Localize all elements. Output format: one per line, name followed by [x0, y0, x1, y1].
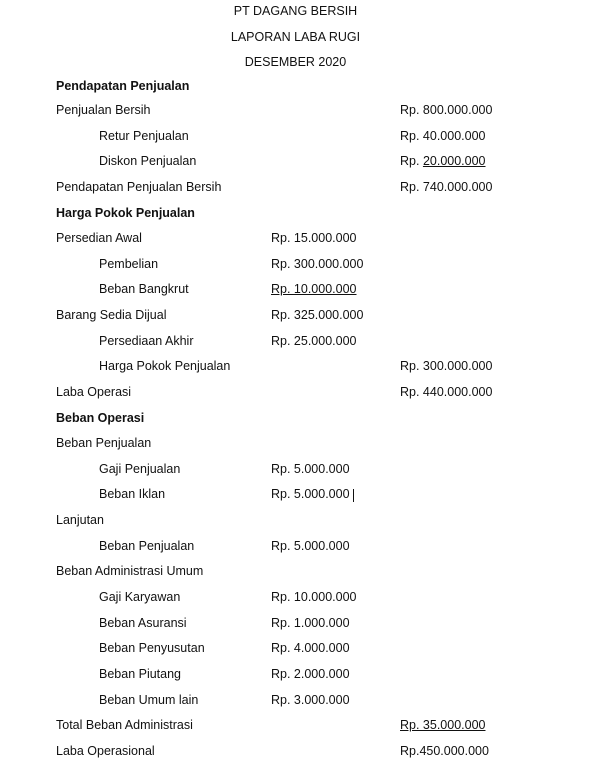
row-label: Beban Iklan — [99, 487, 166, 501]
amount-detail: Rp. 3.000.000 — [271, 693, 350, 707]
row-label: Persediaan Akhir — [99, 334, 194, 348]
statement-row — [0, 79, 591, 99]
amount-total: Rp. 35.000.000 — [400, 718, 486, 732]
company-name: PT DAGANG BERSIH — [233, 4, 358, 18]
row-label: Beban Asuransi — [99, 616, 187, 630]
statement-row — [0, 257, 591, 277]
row-label: Beban Penjualan — [56, 436, 152, 450]
section-heading: Beban Operasi — [56, 411, 145, 425]
row-label: Laba Operasi — [56, 385, 132, 399]
statement-row — [0, 282, 591, 302]
statement-row — [0, 462, 591, 482]
row-label: Gaji Karyawan — [99, 590, 181, 604]
amount-detail: Rp. 10.000.000 — [271, 590, 357, 604]
row-label: Beban Penjualan — [99, 539, 195, 553]
statement-row — [0, 231, 591, 251]
row-label: Beban Bangkrut — [99, 282, 189, 296]
statement-row — [0, 334, 591, 354]
amount-detail: Rp. 15.000.000 — [271, 231, 357, 245]
statement-row — [0, 616, 591, 636]
statement-row — [0, 487, 591, 507]
amount-detail: Rp. 1.000.000 — [271, 616, 350, 630]
amount-detail: Rp. 25.000.000 — [271, 334, 357, 348]
text-cursor — [353, 489, 354, 502]
amount-total: Rp. 800.000.000 — [400, 103, 493, 117]
row-label: Beban Administrasi Umum — [56, 564, 204, 578]
row-label: Pendapatan Penjualan Bersih — [56, 180, 222, 194]
row-label: Total Beban Administrasi — [56, 718, 193, 732]
amount-detail: Rp. 325.000.000 — [271, 308, 364, 322]
amount-total: Rp. 40.000.000 — [400, 129, 486, 143]
row-label: Persedian Awal — [56, 231, 142, 245]
statement-row — [0, 206, 591, 226]
statement-row — [0, 308, 591, 328]
amount-detail: Rp. 5.000.000 — [271, 487, 350, 501]
amount-total: Rp. 740.000.000 — [400, 180, 493, 194]
statement-row — [0, 667, 591, 687]
row-label: Beban Penyusutan — [99, 641, 205, 655]
statement-row — [0, 539, 591, 559]
statement-row — [0, 359, 591, 379]
amount-total: Rp.450.000.000 — [400, 744, 489, 758]
statement-row — [0, 513, 591, 533]
amount-detail: Rp. 300.000.000 — [271, 257, 364, 271]
report-title: LAPORAN LABA RUGI — [230, 30, 361, 44]
amount-detail: Rp. 10.000.000 — [271, 282, 357, 296]
row-label: Gaji Penjualan — [99, 462, 181, 476]
statement-row — [0, 411, 591, 431]
row-label: Barang Sedia Dijual — [56, 308, 167, 322]
row-label: Penjualan Bersih — [56, 103, 151, 117]
statement-row — [0, 744, 591, 764]
amount-detail: Rp. 5.000.000 — [271, 462, 350, 476]
statement-row — [0, 564, 591, 584]
statement-row — [0, 718, 591, 738]
row-label: Pembelian — [99, 257, 159, 271]
row-label: Beban Umum lain — [99, 693, 199, 707]
row-label: Harga Pokok Penjualan — [99, 359, 231, 373]
statement-row — [0, 154, 591, 174]
row-label: Diskon Penjualan — [99, 154, 197, 168]
statement-row — [0, 385, 591, 405]
statement-row — [0, 129, 591, 149]
amount-total: Rp. 20.000.000 — [400, 154, 486, 168]
statement-row — [0, 693, 591, 713]
statement-row — [0, 641, 591, 661]
section-heading: Harga Pokok Penjualan — [56, 206, 195, 220]
amount-detail: Rp. 2.000.000 — [271, 667, 350, 681]
statement-row — [0, 436, 591, 456]
row-label: Lanjutan — [56, 513, 104, 527]
amount-detail: Rp. 4.000.000 — [271, 641, 350, 655]
row-label: Beban Piutang — [99, 667, 182, 681]
row-label: Retur Penjualan — [99, 129, 189, 143]
statement-row — [0, 590, 591, 610]
amount-detail: Rp. 5.000.000 — [271, 539, 350, 553]
amount-total: Rp. 300.000.000 — [400, 359, 493, 373]
row-label: Laba Operasional — [56, 744, 155, 758]
section-heading: Pendapatan Penjualan — [56, 79, 190, 93]
statement-row — [0, 180, 591, 200]
statement-row — [0, 103, 591, 123]
amount-total: Rp. 440.000.000 — [400, 385, 493, 399]
report-period: DESEMBER 2020 — [244, 55, 347, 69]
